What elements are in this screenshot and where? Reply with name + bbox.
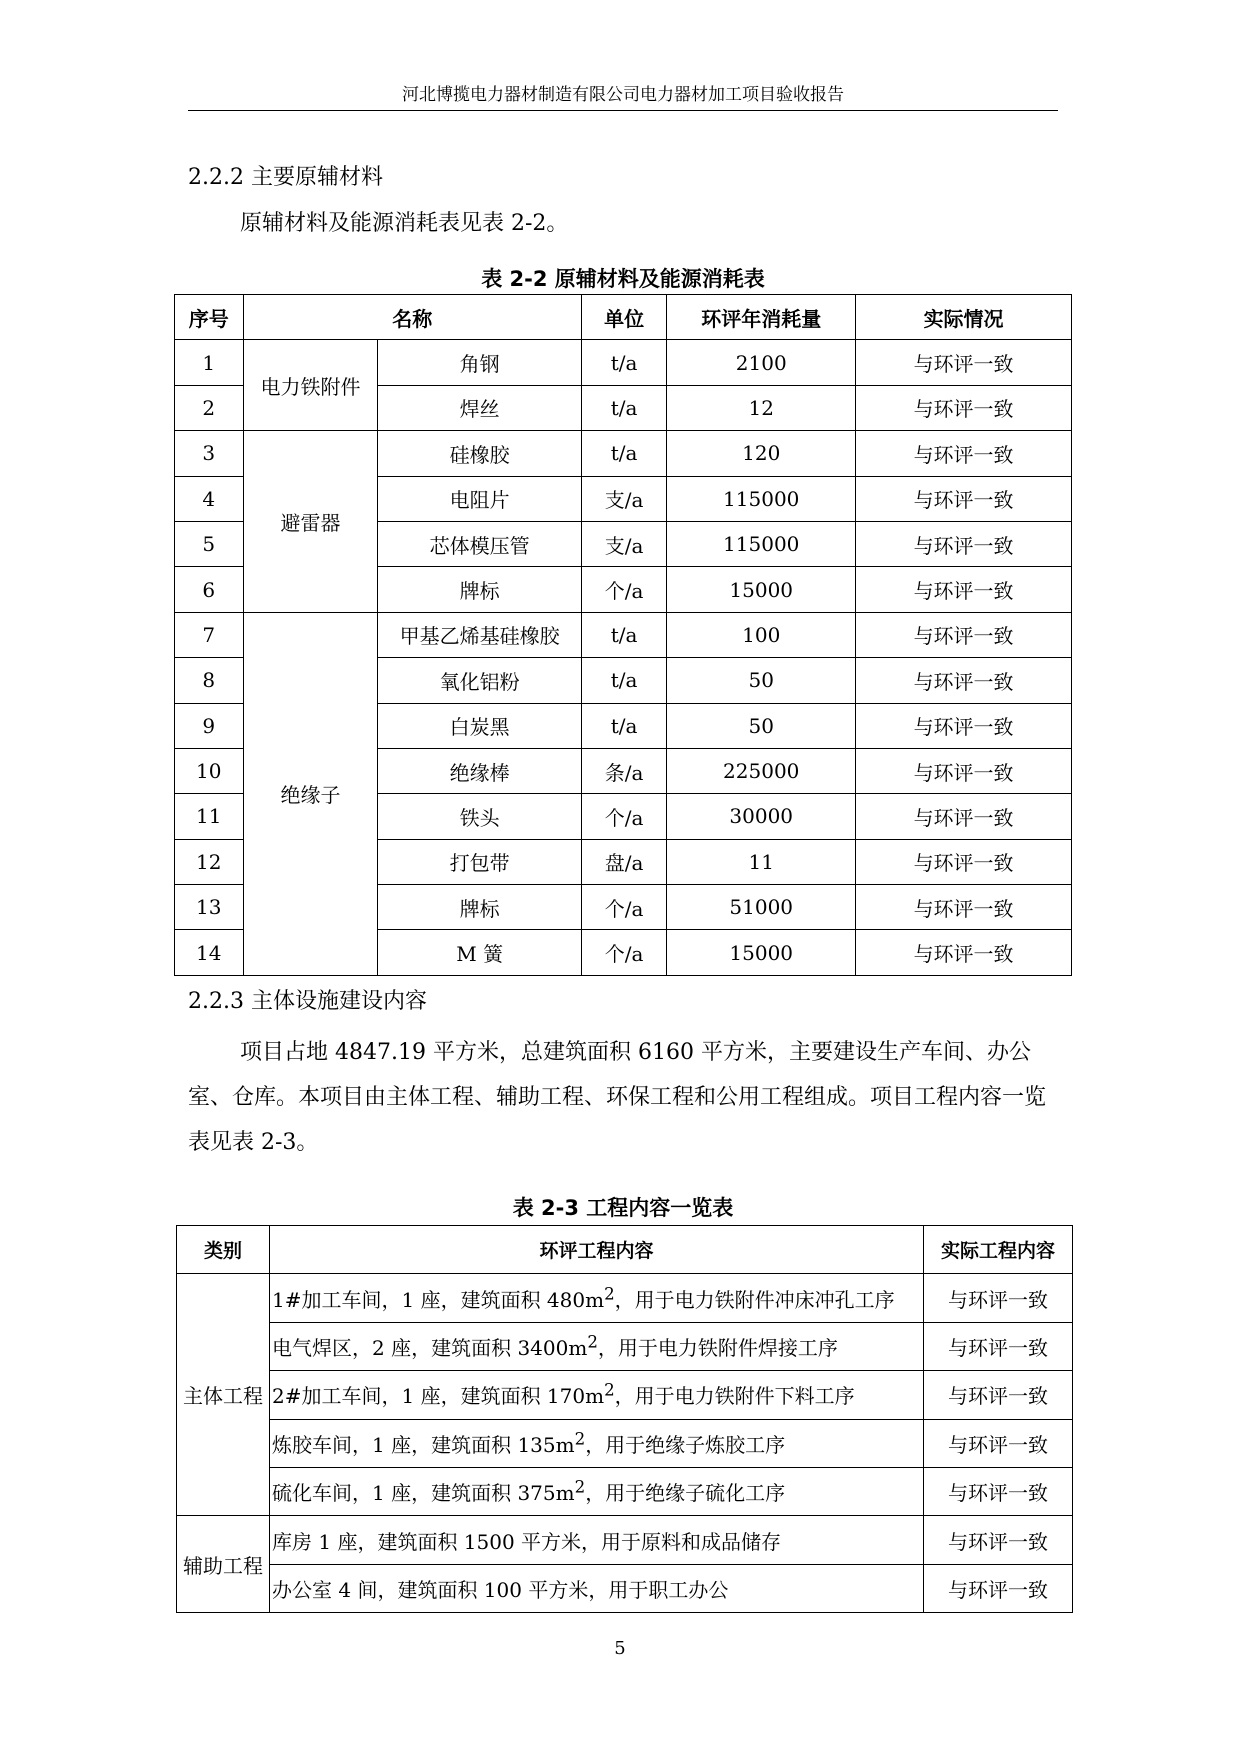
material-name: 角钢 — [378, 340, 581, 385]
row-number: 5 — [175, 521, 244, 566]
superscript: 2 — [574, 1429, 586, 1449]
material-name: 甲基乙烯基硅橡胶 — [378, 612, 581, 657]
actual-status: 与环评一致 — [856, 703, 1072, 748]
work-content — [270, 1467, 924, 1515]
material-name: 氧化铝粉 — [378, 658, 581, 703]
work-content — [270, 1371, 924, 1419]
page-number: 5 — [614, 1638, 626, 1659]
table-row — [177, 1274, 1073, 1322]
actual-status: 与环评一致 — [856, 476, 1072, 521]
header-rule — [188, 110, 1058, 111]
actual-status: 与环评一致 — [856, 748, 1072, 793]
unit: t/a — [581, 658, 666, 703]
row-number: 4 — [175, 476, 244, 521]
table-2-3-caption: 表 2-3 工程内容一览表 — [512, 1196, 734, 1220]
content-text: 电气焊区，2 座，建筑面积 3400m — [272, 1335, 588, 1360]
consumption: 2100 — [667, 340, 856, 385]
unit: t/a — [581, 340, 666, 385]
table-row — [177, 1322, 1073, 1370]
superscript: 2 — [604, 1380, 615, 1400]
group-name: 电力铁附件 — [243, 340, 378, 431]
table-row — [175, 612, 1072, 657]
table-row — [175, 340, 1072, 385]
row-number: 8 — [175, 658, 244, 703]
group-name: 绝缘子 — [243, 612, 378, 975]
unit: 个/a — [581, 567, 666, 612]
content-text-tail: ，用于电力铁附件冲床冲孔工序 — [614, 1287, 895, 1312]
table-row — [175, 431, 1072, 476]
work-content — [270, 1516, 924, 1564]
table-row — [177, 1419, 1073, 1467]
material-name: 芯体模压管 — [378, 521, 581, 566]
superscript: 2 — [574, 1477, 586, 1497]
unit: t/a — [581, 431, 666, 476]
actual-status: 与环评一致 — [856, 930, 1072, 975]
content-text-tail: ，用于绝缘子硫化工序 — [585, 1481, 786, 1506]
row-number: 11 — [175, 794, 244, 839]
consumption: 50 — [667, 703, 856, 748]
materials-table — [174, 294, 1072, 976]
superscript: 2 — [604, 1283, 615, 1303]
group-name: 避雷器 — [243, 431, 378, 613]
consumption: 12 — [667, 385, 856, 430]
content-text: 硫化车间，1 座，建筑面积 375m — [272, 1481, 575, 1506]
work-content — [270, 1274, 924, 1322]
consumption: 115000 — [667, 476, 856, 521]
work-content — [270, 1322, 924, 1370]
row-number: 9 — [175, 703, 244, 748]
material-name: 牌标 — [378, 567, 581, 612]
consumption: 50 — [667, 658, 856, 703]
actual-status: 与环评一致 — [856, 885, 1072, 930]
col-header-content: 环评工程内容 — [270, 1226, 924, 1274]
table-header-row — [177, 1226, 1073, 1274]
work-content — [270, 1564, 924, 1612]
material-name: 焊丝 — [378, 385, 581, 430]
material-name: 白炭黑 — [378, 703, 581, 748]
content-text: 库房 1 座，建筑面积 1500 平方米，用于原料和成品储存 — [272, 1529, 782, 1554]
content-text: 炼胶车间，1 座，建筑面积 135m — [272, 1432, 575, 1457]
actual-status: 与环评一致 — [856, 521, 1072, 566]
superscript: 2 — [587, 1332, 598, 1352]
row-number: 12 — [175, 839, 244, 884]
material-name: 牌标 — [378, 885, 581, 930]
material-name: M 簧 — [378, 930, 581, 975]
intro-text: 原辅材料及能源消耗表见表 2-2。 — [240, 211, 569, 236]
consumption: 15000 — [667, 567, 856, 612]
consumption: 225000 — [667, 748, 856, 793]
page-header: 河北博揽电力器材制造有限公司电力器材加工项目验收报告 — [402, 85, 844, 105]
row-number: 13 — [175, 885, 244, 930]
material-name: 绝缘棒 — [378, 748, 581, 793]
unit: 个/a — [581, 930, 666, 975]
row-number: 3 — [175, 431, 244, 476]
actual-status: 与环评一致 — [924, 1274, 1073, 1322]
consumption: 120 — [667, 431, 856, 476]
table-row — [177, 1467, 1073, 1515]
col-header-unit: 单位 — [581, 295, 666, 340]
row-number: 6 — [175, 567, 244, 612]
section-heading-2-2-2: 2.2.2 主要原辅材料 — [188, 165, 383, 190]
col-header-category: 类别 — [177, 1226, 270, 1274]
consumption: 30000 — [667, 794, 856, 839]
table-row — [177, 1564, 1073, 1612]
content-text-tail: ，用于电力铁附件下料工序 — [614, 1384, 855, 1409]
col-header-consumption: 环评年消耗量 — [667, 295, 856, 340]
content-text-tail: ，用于电力铁附件焊接工序 — [597, 1335, 838, 1360]
section-2-2-3-paragraph — [188, 1030, 1058, 1165]
unit: 个/a — [581, 885, 666, 930]
consumption: 11 — [667, 839, 856, 884]
works-table — [176, 1225, 1073, 1613]
row-number: 2 — [175, 385, 244, 430]
table-row — [177, 1371, 1073, 1419]
paragraph-text: 项目占地 4847.19 平方米，总建筑面积 6160 平方米，主要建设生产车间、办公室、仓库。本项目由主体工程、辅助工程、环保工程和公用工程组成。项目工程内容一览表见表 2-3。 — [188, 1040, 1047, 1155]
actual-status: 与环评一致 — [856, 612, 1072, 657]
row-number: 7 — [175, 612, 244, 657]
category: 辅助工程 — [177, 1516, 270, 1613]
row-number: 1 — [175, 340, 244, 385]
unit: 支/a — [581, 476, 666, 521]
col-header-actual: 实际工程内容 — [924, 1226, 1073, 1274]
unit: 个/a — [581, 794, 666, 839]
material-name: 打包带 — [378, 839, 581, 884]
actual-status: 与环评一致 — [924, 1564, 1073, 1612]
unit: 支/a — [581, 521, 666, 566]
unit: 盘/a — [581, 839, 666, 884]
col-header-name: 名称 — [243, 295, 581, 340]
consumption: 100 — [667, 612, 856, 657]
col-header-actual: 实际情况 — [856, 295, 1072, 340]
unit: t/a — [581, 385, 666, 430]
work-content — [270, 1419, 924, 1467]
consumption: 15000 — [667, 930, 856, 975]
table-row — [177, 1516, 1073, 1564]
actual-status: 与环评一致 — [856, 431, 1072, 476]
row-number: 14 — [175, 930, 244, 975]
col-header-no: 序号 — [175, 295, 244, 340]
unit: 条/a — [581, 748, 666, 793]
actual-status: 与环评一致 — [924, 1467, 1073, 1515]
actual-status: 与环评一致 — [856, 385, 1072, 430]
actual-status: 与环评一致 — [856, 567, 1072, 612]
actual-status: 与环评一致 — [924, 1419, 1073, 1467]
content-text-tail: ，用于绝缘子炼胶工序 — [585, 1432, 786, 1457]
section-heading-2-2-3: 2.2.3 主体设施建设内容 — [188, 989, 427, 1014]
table-header-row — [175, 295, 1072, 340]
actual-status: 与环评一致 — [856, 794, 1072, 839]
actual-status: 与环评一致 — [924, 1322, 1073, 1370]
actual-status: 与环评一致 — [856, 340, 1072, 385]
material-name: 电阻片 — [378, 476, 581, 521]
category: 主体工程 — [177, 1274, 270, 1516]
table-2-2-caption: 表 2-2 原辅材料及能源消耗表 — [481, 267, 765, 291]
consumption: 115000 — [667, 521, 856, 566]
consumption: 51000 — [667, 885, 856, 930]
content-text: 办公室 4 间，建筑面积 100 平方米，用于职工办公 — [272, 1577, 729, 1602]
section-2-2-2-intro — [188, 201, 1058, 246]
actual-status: 与环评一致 — [924, 1516, 1073, 1564]
material-name: 铁头 — [378, 794, 581, 839]
row-number: 10 — [175, 748, 244, 793]
unit: t/a — [581, 612, 666, 657]
unit: t/a — [581, 703, 666, 748]
actual-status: 与环评一致 — [856, 658, 1072, 703]
material-name: 硅橡胶 — [378, 431, 581, 476]
actual-status: 与环评一致 — [856, 839, 1072, 884]
content-text: 1#加工车间，1 座，建筑面积 480m — [272, 1287, 605, 1312]
actual-status: 与环评一致 — [924, 1371, 1073, 1419]
content-text: 2#加工车间，1 座，建筑面积 170m — [272, 1384, 605, 1409]
